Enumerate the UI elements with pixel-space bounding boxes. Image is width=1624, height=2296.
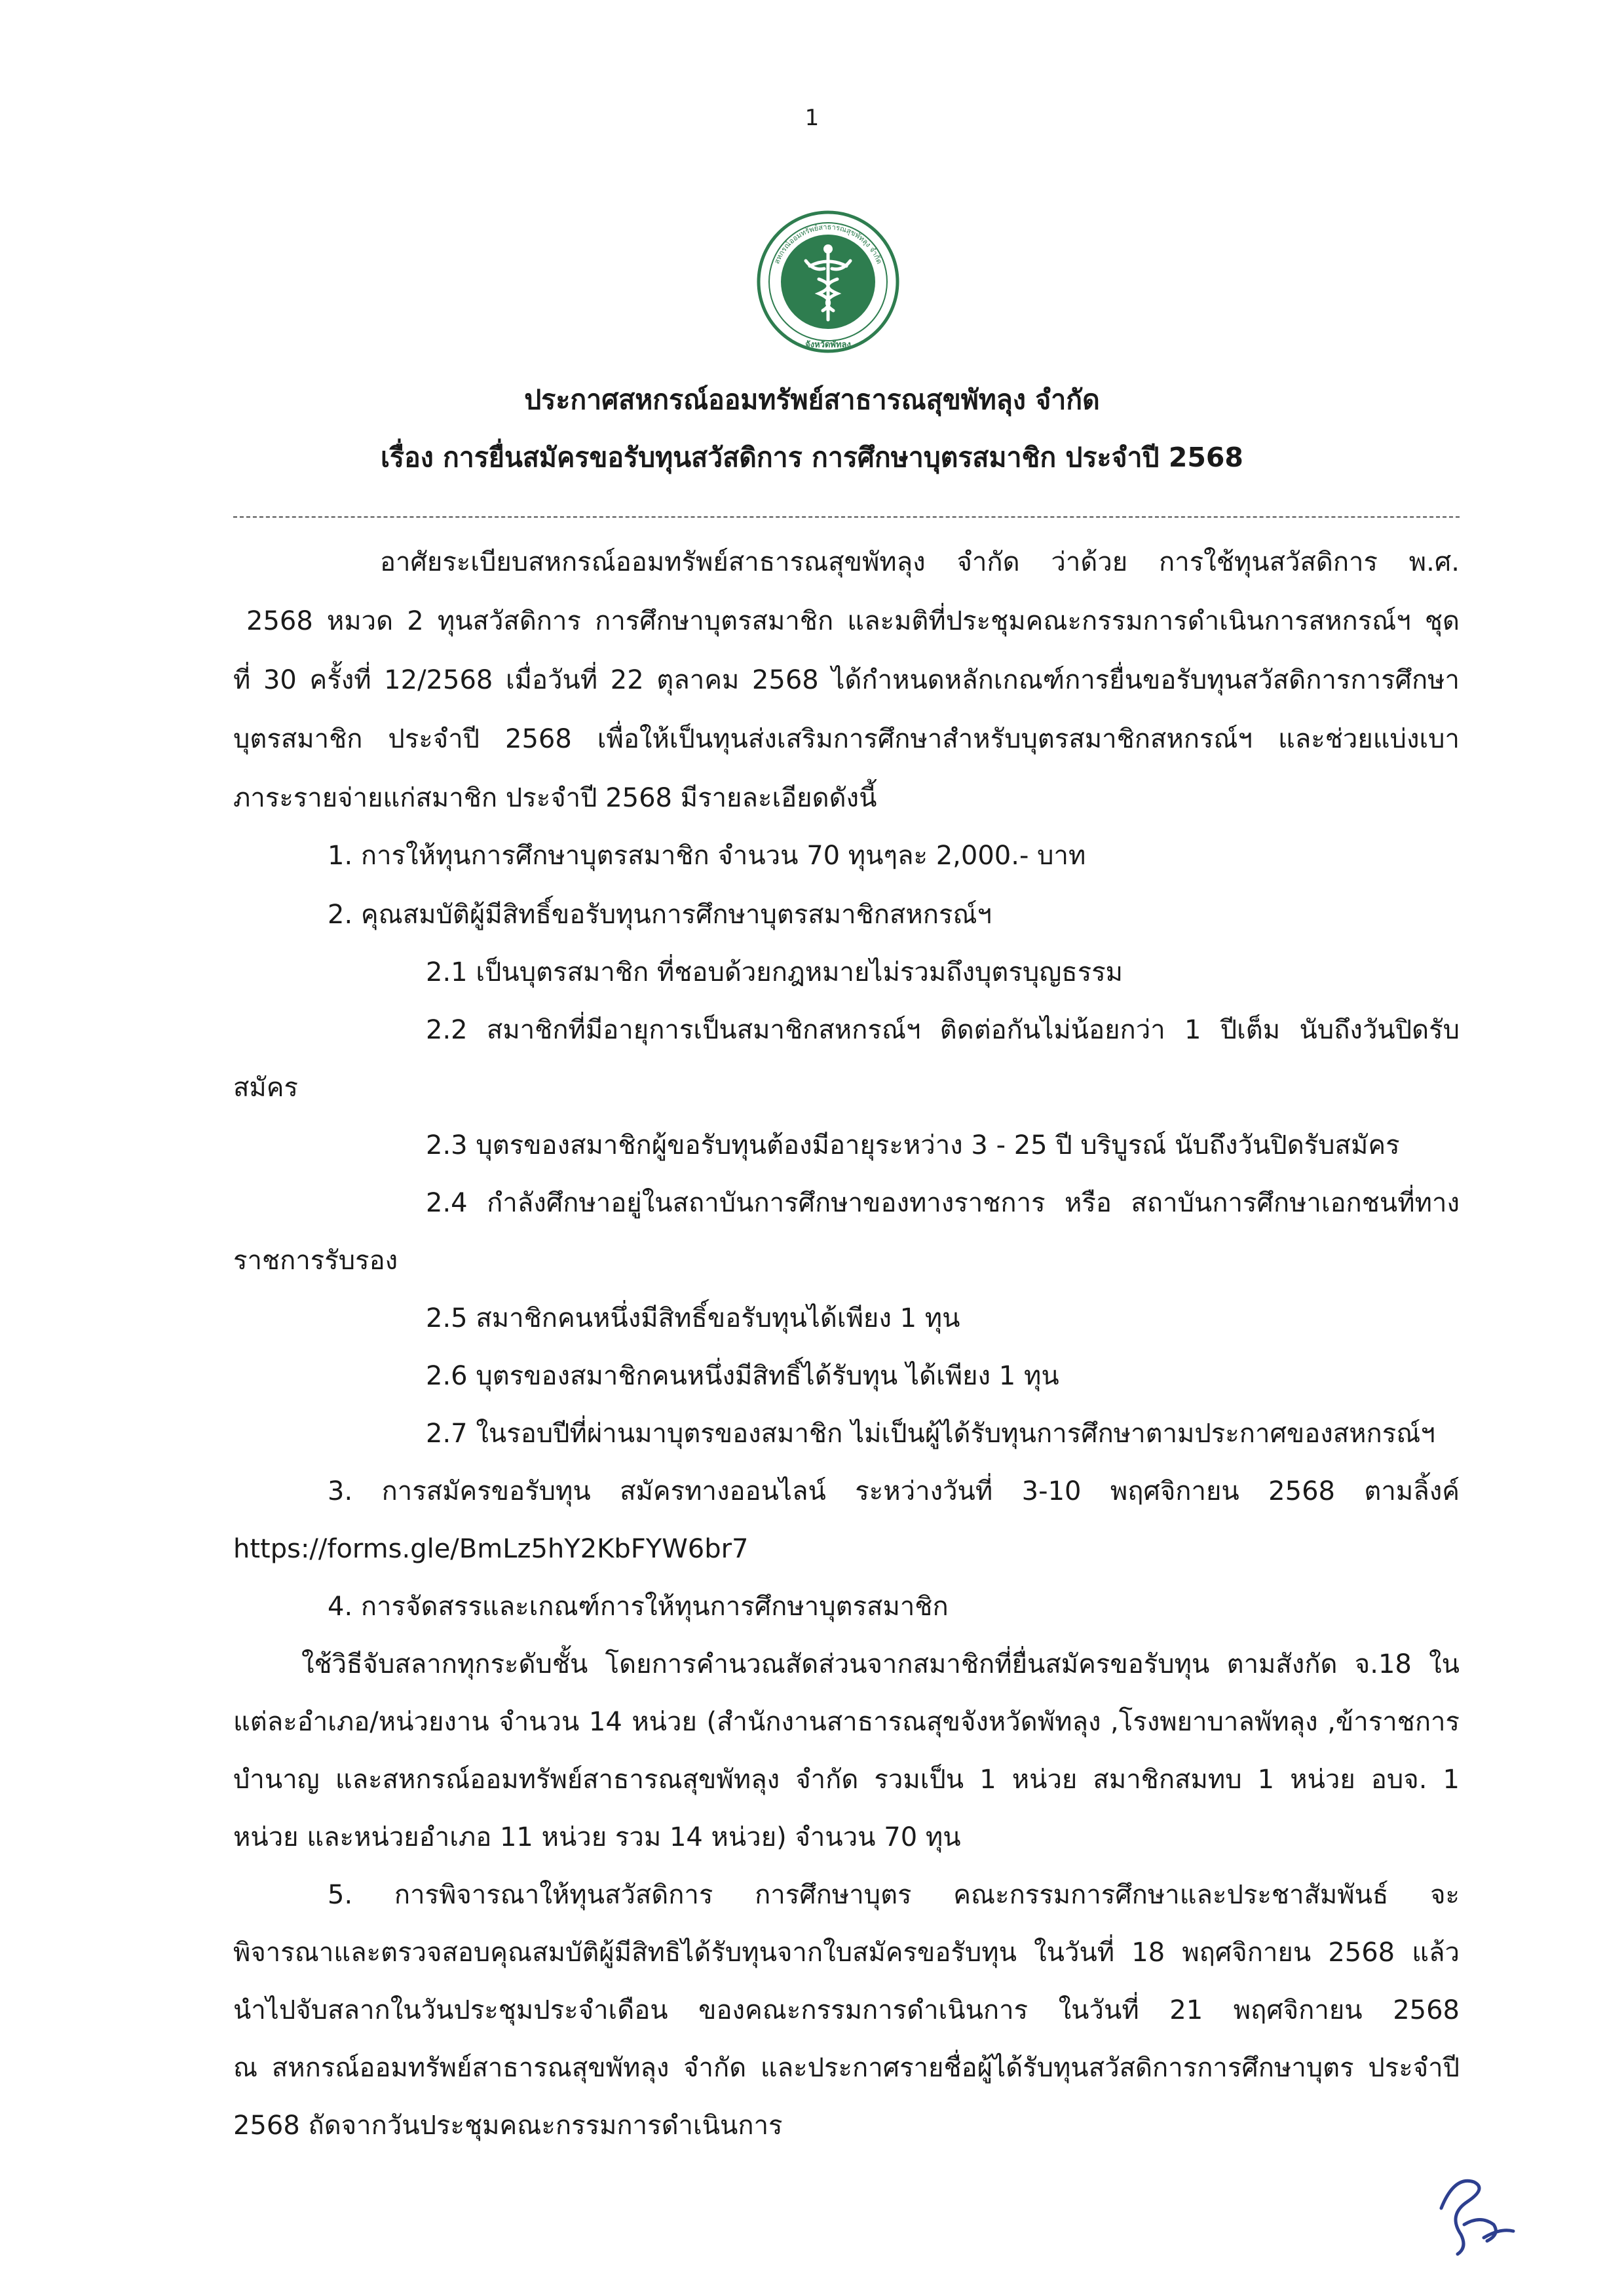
item-2-2-continued: สมัคร: [233, 1073, 299, 1103]
announcement-subject: เรื่อง การยื่นสมัครขอรับทุนสวัสดิการ การศึกษาบุตรสมาชิก ประจำปี 2568: [381, 442, 1243, 473]
dashed-divider: [233, 516, 1460, 518]
item-2: 2. คุณสมบัติผู้มีสิทธิ์ขอรับทุนการศึกษาบุตรสมาชิกสหกรณ์ฯ: [328, 900, 992, 930]
item-2-5: 2.5 สมาชิกคนหนึ่งมีสิทธิ์ขอรับทุนได้เพียง 1 ทุน: [426, 1303, 960, 1333]
handwritten-signature: [1428, 2162, 1520, 2261]
application-form-link[interactable]: https://forms.gle/BmLz5hY2KbFYW6br7: [233, 1534, 749, 1564]
item-5-text: ณ สหกรณ์ออมทรัพย์สาธารณสุขพัทลุง จำกัด และประกาศรายชื่อผู้ได้รับทุนสวัสดิการการศึกษาบุตร ประจำปี: [233, 2053, 1460, 2083]
item-5-text: 5. การพิจารณาให้ทุนสวัสดิการ การศึกษาบุตร คณะกรรมการศึกษาและประชาสัมพันธ์ จะ: [328, 1880, 1460, 1910]
item-5-text: นำไปจับสลากในวันประชุมประจำเดือน ของคณะกรรมการดำเนินการ ในวันที่ 21 พฤศจิกายน 2568: [233, 1995, 1460, 2025]
item-1: 1. การให้ทุนการศึกษาบุตรสมาชิก จำนวน 70 ทุนๆละ 2,000.- บาท: [328, 841, 1086, 871]
page-number: 1: [804, 105, 820, 131]
item-3: 3. การสมัครขอรับทุน สมัครทางออนไลน์ ระหว่างวันที่ 3-10 พฤศจิกายน 2568 ตามลิ้งค์: [328, 1476, 1460, 1506]
item-5-text: พิจารณาและตรวจสอบคุณสมบัติผู้มีสิทธิได้รับทุนจากใบสมัครขอรับทุน ในวันที่ 18 พฤศจิกายน 2568 แล้ว: [233, 1938, 1460, 1968]
item-4: 4. การจัดสรรและเกณฑ์การให้ทุนการศึกษาบุตรสมาชิก: [328, 1592, 949, 1622]
item-4-text: หน่วย และหน่วยอำเภอ 11 หน่วย รวม 14 หน่วย) จำนวน 70 ทุน: [233, 1822, 961, 1852]
intro-line: 2568 หมวด 2 ทุนสวัสดิการ การศึกษาบุตรสมาชิก และมติที่ประชุมคณะกรรมการดำเนินการสหกรณ์ฯ ชุด: [246, 606, 1460, 636]
cooperative-seal-logo: [755, 208, 901, 355]
item-5-text: 2568 ถัดจากวันประชุมคณะกรรมการดำเนินการ: [233, 2111, 783, 2141]
logo-bottom-text: จังหวัดพัทลุง: [805, 340, 851, 350]
item-2-4: 2.4 กำลังศึกษาอยู่ในสถาบันการศึกษาของทางราชการ หรือ สถาบันการศึกษาเอกชนที่ทาง: [426, 1188, 1460, 1218]
intro-line: อาศัยระเบียบสหกรณ์ออมทรัพย์สาธารณสุขพัทลุง จำกัด ว่าด้วย การใช้ทุนสวัสดิการ พ.ศ.: [380, 547, 1460, 577]
item-4-text: บำนาญ และสหกรณ์ออมทรัพย์สาธารณสุขพัทลุง จำกัด รวมเป็น 1 หน่วย สมาชิกสมทบ 1 หน่วย อบจ. 1: [233, 1765, 1460, 1795]
item-4-text: ใช้วิธีจับสลากทุกระดับชั้น โดยการคำนวณสัดส่วนจากสมาชิกที่ยื่นสมัครขอรับทุน ตามสังกัด จ.18 ใน: [301, 1649, 1460, 1679]
announcement-title: ประกาศสหกรณ์ออมทรัพย์สาธารณสุขพัทลุง จำกัด: [524, 384, 1100, 415]
item-2-2: 2.2 สมาชิกที่มีอายุการเป็นสมาชิกสหกรณ์ฯ ติดต่อกันไม่น้อยกว่า 1 ปีเต็ม นับถึงวันปิดรับ: [426, 1015, 1460, 1045]
item-2-1: 2.1 เป็นบุตรสมาชิก ที่ชอบด้วยกฎหมายไม่รวมถึงบุตรบุญธรรม: [426, 957, 1124, 987]
logo-ring-text: สหกรณ์ออมทรัพย์สาธารณสุขพัทลุง จำกัด: [772, 222, 884, 265]
item-4-text: แต่ละอำเภอ/หน่วยงาน จำนวน 14 หน่วย (สำนักงานสาธารณสุขจังหวัดพัทลุง ,โรงพยาบาลพัทลุง ,ข้าราชการ: [233, 1707, 1460, 1737]
intro-line: ที่ 30 ครั้งที่ 12/2568 เมื่อวันที่ 22 ตุลาคม 2568 ได้กำหนดหลักเกณฑ์การยื่นขอรับทุนสวัสดิการการศึกษา: [233, 665, 1460, 695]
intro-line: ภาระรายจ่ายแก่สมาชิก ประจำปี 2568 มีรายละเอียดดังนี้: [233, 783, 877, 813]
intro-line: บุตรสมาชิก ประจำปี 2568 เพื่อให้เป็นทุนส่งเสริมการศึกษาสำหรับบุตรสมาชิกสหกรณ์ฯ และช่วยแบ่งเบา: [233, 724, 1460, 754]
item-2-3: 2.3 บุตรของสมาชิกผู้ขอรับทุนต้องมีอายุระหว่าง 3 - 25 ปี บริบูรณ์ นับถึงวันปิดรับสมัคร: [426, 1130, 1400, 1160]
item-2-6: 2.6 บุตรของสมาชิกคนหนึ่งมีสิทธิ์ได้รับทุน ได้เพียง 1 ทุน: [426, 1361, 1059, 1391]
item-2-7: 2.7 ในรอบปีที่ผ่านมาบุตรของสมาชิก ไม่เป็นผู้ได้รับทุนการศึกษาตามประกาศของสหกรณ์ฯ: [426, 1419, 1435, 1449]
item-2-4-continued: ราชการรับรอง: [233, 1246, 398, 1276]
